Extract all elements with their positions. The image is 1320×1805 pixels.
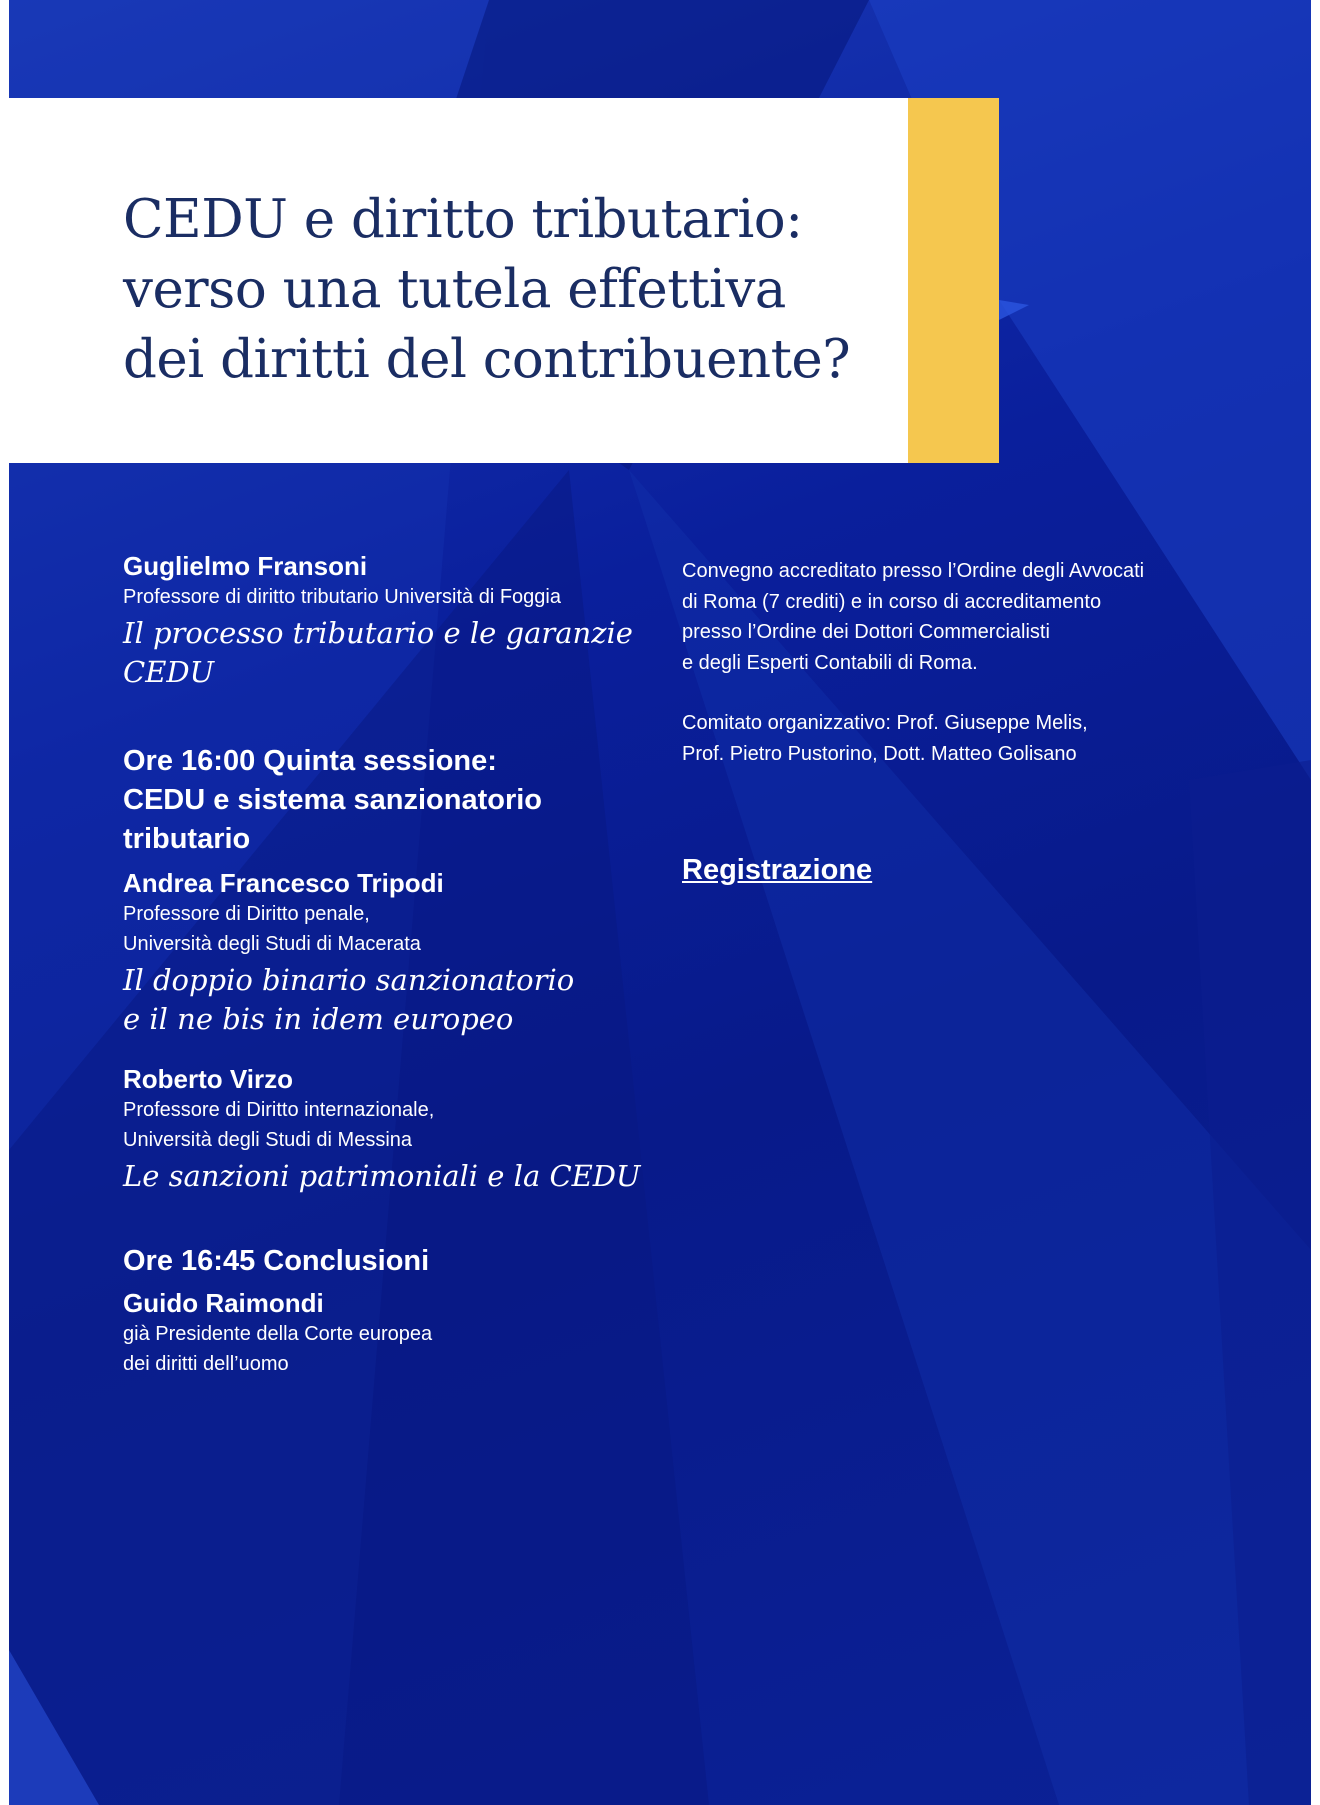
session-title: Ore 16:45 Conclusioni (123, 1245, 430, 1277)
talk-title: Le sanzioni patrimoniali e la CEDU (123, 1159, 641, 1193)
note-line: Prof. Pietro Pustorino, Dott. Matteo Golisano (682, 742, 1077, 765)
affiliation-line: Università degli Studi di Macerata (123, 933, 421, 955)
speaker-affiliation (123, 1319, 432, 1379)
speaker-affiliation: Professore di diritto tributario Università di Foggia (123, 586, 561, 608)
speaker-affiliation (123, 1095, 641, 1155)
speaker-name: Guglielmo Fransoni (123, 551, 368, 581)
session-line: tributario (123, 823, 251, 855)
talk-line: Il doppio binario sanzionatorio (123, 963, 575, 997)
session-title (123, 742, 542, 859)
speaker-affiliation (123, 899, 574, 959)
speaker-name: Andrea Francesco Tripodi (123, 868, 444, 898)
affiliation-line: già Presidente della Corte europea (123, 1323, 433, 1345)
talk-line: CEDU (123, 655, 215, 689)
speaker-tripodi (123, 867, 574, 1039)
note-line: presso l’Ordine dei Dottori Commercialisti (682, 621, 1050, 643)
session-line: CEDU e sistema sanzionatorio (123, 784, 542, 816)
note-line: di Roma (7 crediti) e in corso di accreditamento (682, 590, 1102, 613)
speaker-name: Roberto Virzo (123, 1064, 293, 1094)
speaker-fransoni (123, 550, 633, 692)
conclusions (123, 1242, 432, 1379)
speaker-name: Guido Raimondi (123, 1288, 324, 1318)
affiliation-line: Università degli Studi di Messina (123, 1129, 413, 1151)
accreditation-note (682, 556, 1144, 678)
registration-link[interactable]: Registrazione (682, 854, 873, 886)
talk-title (123, 614, 633, 692)
page-title (123, 185, 883, 395)
affiliation-line: Professore di Diritto penale, (123, 903, 370, 925)
speaker-virzo (123, 1063, 641, 1196)
session-five (123, 742, 542, 859)
affiliation-line: Professore di Diritto internazionale, (123, 1099, 435, 1121)
committee-note (682, 708, 1088, 769)
title-line: verso una tutela effettiva (123, 259, 786, 320)
title-accent-bar (908, 98, 999, 463)
title-line: dei diritti del contribuente? (123, 329, 851, 390)
talk-title (123, 961, 574, 1039)
affiliation-line: dei diritti dell’uomo (123, 1353, 289, 1375)
note-line: Convegno accreditato presso l’Ordine degli Avvocati (682, 560, 1145, 582)
note-line: Comitato organizzativo: Prof. Giuseppe Melis, (682, 712, 1088, 734)
note-line: e degli Esperti Contabili di Roma. (682, 651, 978, 674)
title-line: CEDU e diritto tributario: (123, 189, 803, 250)
session-line: Ore 16:00 Quinta sessione: (123, 745, 497, 777)
talk-line: Il processo tributario e le garanzie (123, 616, 633, 650)
talk-line: e il ne bis in idem europeo (123, 1002, 514, 1036)
